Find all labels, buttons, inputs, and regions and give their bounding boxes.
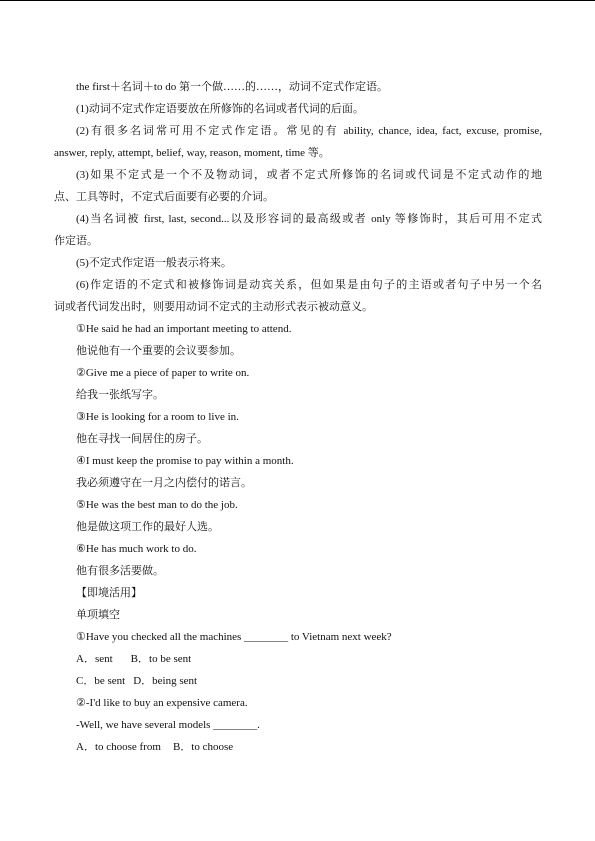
question-2-line-1: ②-I'd like to buy an expensive camera.	[76, 697, 248, 709]
text-line: answer, reply, attempt, belief, way, reason, moment, time 等。	[54, 147, 330, 159]
options-row-1	[54, 648, 542, 670]
options-row-3	[54, 736, 542, 758]
text-line: 他有很多活要做。	[76, 565, 164, 577]
text-line: ①He said he had an important meeting to attend.	[76, 323, 292, 335]
option-d: D．being sent	[133, 675, 198, 687]
text-line: ②Give me a piece of paper to write on.	[76, 367, 250, 379]
text-line: ⑤He was the best man to do the job.	[76, 499, 238, 511]
page-top-rule	[0, 0, 595, 1]
text-line: ④I must keep the promise to pay within a month.	[76, 455, 294, 467]
option-a: A．sent	[76, 653, 113, 665]
text-line: 给我一张纸写字。	[76, 389, 164, 401]
text-line: 作定语。	[54, 235, 98, 247]
text-line: ⑥He has much work to do.	[76, 543, 197, 555]
text-line: 词或者代词发出时，则要用动词不定式的主动形式表示被动意义。	[54, 301, 373, 313]
option-b: B．to be sent	[130, 653, 192, 665]
text-line: ③He is looking for a room to live in.	[76, 411, 239, 423]
options-row-2	[54, 670, 542, 692]
text-line: 点、工具等时，不定式后面要有必要的介词。	[54, 191, 274, 203]
text-line: 他是做这项工作的最好人选。	[76, 521, 219, 533]
option-a: A．to choose from	[76, 741, 161, 753]
text-line: 单项填空	[76, 609, 120, 621]
text-line: (2)有很多名词常可用不定式作定语。常见的有 ability, chance, idea, fact, excuse, promise,	[76, 125, 542, 137]
text-line: the first＋名词＋to do 第一个做……的……，动词不定式作定语。	[76, 81, 388, 93]
text-line: (6)作定语的不定式和被修饰词是动宾关系，但如果是由句子的主语或者句子中另一个名	[76, 279, 542, 291]
text-line: (3)如果不定式是一个不及物动词，或者不定式所修饰的名词或代词是不定式动作的地	[76, 169, 542, 181]
text-lines	[54, 76, 542, 648]
text-line: 【即境活用】	[76, 587, 142, 599]
option-b: B．to choose	[172, 741, 234, 753]
text-line: (4)当名词被 first, last, second...以及形容词的最高级或者 only 等修饰时，其后可用不定式	[76, 213, 542, 225]
text-line: 他在寻找一间居住的房子。	[76, 433, 208, 445]
option-c: C．be sent	[76, 675, 126, 687]
text-line: 我必须遵守在一月之内偿付的诺言。	[76, 477, 252, 489]
document-body	[54, 76, 542, 758]
text-line: ①Have you checked all the machines ________ to Vietnam next week?	[76, 631, 392, 643]
text-line: (5)不定式作定语一般表示将来。	[76, 257, 232, 269]
text-line: 他说他有一个重要的会议要参加。	[76, 345, 241, 357]
question-2-line-2: -Well, we have several models ________.	[76, 719, 260, 731]
text-line: (1)动词不定式作定语要放在所修饰的名词或者代词的后面。	[76, 103, 364, 115]
